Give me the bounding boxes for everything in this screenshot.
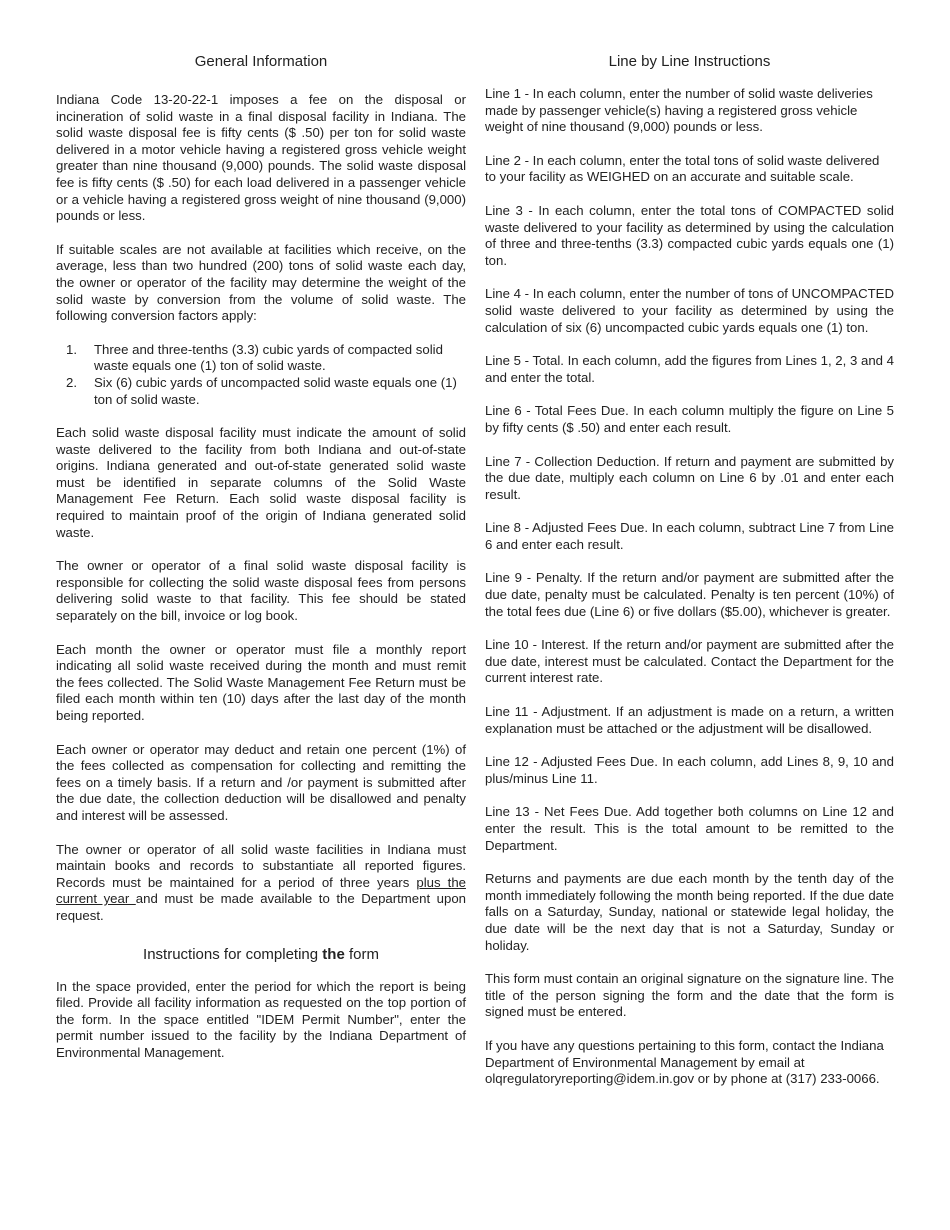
deduction-paragraph: Each owner or operator may deduct and retain one percent (1%) of the fees collected as compensation for collecting and remitting the fees on a timely basis. If a return and /or payment is submitted after the due date, the collection deduction will be disallowed and penalty and interest will be assessed. <box>56 741 466 823</box>
instructions-heading-c: form <box>344 945 379 963</box>
records-text-underlined: plus the current year <box>56 874 466 907</box>
general-information-heading: General Information <box>194 53 328 70</box>
instructions-heading-bold: the <box>322 945 345 963</box>
line-label: Line 1 <box>485 86 521 101</box>
line-text: If return and payment are submitted by the due date, multiply each column on Line 6 by .01 and enter each result. <box>485 453 894 502</box>
line-label: Line 3 <box>485 202 523 218</box>
line-instruction <box>485 704 894 737</box>
line-by-line-heading: Line by Line Instructions <box>608 53 771 70</box>
line-text: - In each column, enter the total tons of solid waste delivered to your facility as WEIGHED on an accurate and suitable scale. <box>485 152 880 185</box>
origin-paragraph: Each solid waste disposal facility must indicate the amount of solid waste delivered to the facility from both Indiana and out-of-state origins. Indiana generated and out-of-state generated solid waste must be identified in separate columns of the Solid Waste Management Fee Return. Each solid waste disposal facility is required to maintain proof of the origin of Indiana generated solid waste. <box>56 425 466 540</box>
line-text: If an adjustment is made on a return, a written explanation must be attached or the adjustment will be disallowed. <box>485 704 894 736</box>
line-instruction <box>485 754 894 787</box>
list-item <box>56 342 466 375</box>
list-item-text: Six (6) cubic yards of uncompacted solid waste equals one (1) ton of solid waste. <box>94 374 457 407</box>
line-instruction <box>485 570 894 620</box>
records-paragraph <box>56 842 466 925</box>
line-text: - In each column, enter the number of solid waste deliveries made by passenger vehicle(s) having a registered gross vehicle weight of nine thousand (9,000) pounds or less. <box>485 86 873 135</box>
list-item-number: 1. <box>66 341 77 357</box>
line-label: Line 2 <box>485 152 521 168</box>
list-item-text: Three and three-tenths (3.3) cubic yards of compacted solid waste equals one (1) ton of solid waste. <box>94 341 443 374</box>
monthly-report-paragraph: Each month the owner or operator must file a monthly report indicating all solid waste received during the month and must remit the fees collected. The Solid Waste Management Fee Return must be filed each month within ten (10) days after the last day of the month being reported. <box>56 641 466 723</box>
line-label: Line 6 - Total Fees Due. <box>485 403 629 419</box>
line-instruction <box>485 804 894 854</box>
line-label: Line 5 - Total. <box>485 353 564 369</box>
line-instruction <box>485 637 894 687</box>
instructions-heading <box>56 945 466 965</box>
line-label: Line 12 - Adjusted Fees Due. <box>485 754 658 770</box>
line-text: In each column, subtract Line 7 from Line 6 and enter each result. <box>485 520 894 552</box>
line-label: Line 11 - Adjustment. <box>485 704 612 720</box>
form-completion-paragraph: In the space provided, enter the period for which the report is being filed. Provide all facility information as requested on the top portion of the form. In the space entitled "IDEM Permit Number", enter the permit number issued to the facility by the Indiana Department of Environmental Management. <box>56 978 466 1060</box>
line-instruction <box>485 86 894 136</box>
fee-overview-paragraph: Indiana Code 13-20-22-1 imposes a fee on the disposal or incineration of solid waste in a final disposal facility in Indiana. The solid waste disposal fee is fifty cents ($ .50) per ton for solid waste delivered in a motor vehicle having a registered gross vehicle weight greater than nine thousand (9,000) pounds. The solid waste disposal fee is fifty cents ($ .50) for each load delivered in a passenger vehicle or a vehicle having a registered gross weight of nine thousand (9,000) pounds or less. <box>56 92 466 224</box>
line-label: Line 7 - Collection Deduction. <box>485 453 660 469</box>
line-text: In each column multiply the figure on Line 5 by fifty cents ($ .50) and enter each result. <box>485 403 894 435</box>
line-instruction <box>485 286 894 336</box>
line-instruction <box>485 353 894 386</box>
line-text: In each column, add Lines 8, 9, 10 and plus/minus Line 11. <box>485 754 894 786</box>
line-instruction <box>485 153 894 186</box>
line-instruction <box>485 520 894 553</box>
line-text: - In each column, enter the total tons of COMPACTED solid waste delivered to your facility as determined by using the calculation of three and three-tenths (3.3) compacted cubic yards equals one (1) ton. <box>485 202 894 268</box>
collection-responsibility-paragraph: The owner or operator of a final solid waste disposal facility is responsible for collecting the solid waste disposal fees from persons delivering solid waste to that facility. This fee should be stated separately on the bill, invoice or log book. <box>56 558 466 624</box>
list-item-number: 2. <box>66 374 77 390</box>
line-text: - In each column, enter the number of tons of UNCOMPACTED solid waste delivered to your facility as determined by using the calculation of six (6) uncompacted cubic yards equals one (1) ton. <box>485 286 894 335</box>
line-instruction <box>485 203 894 269</box>
records-text-a: The owner or operator of all solid waste facilities in Indiana must maintain books and records to substantiate all reported figures. Records must be maintained for a period of three years <box>56 841 466 890</box>
contact-paragraph: If you have any questions pertaining to this form, contact the Indiana Department of Environmental Management by email at olqregulatoryreporting@idem.in.gov or by phone at (317) 233-0066. <box>485 1037 884 1087</box>
line-label: Line 8 - Adjusted Fees Due. <box>485 520 649 536</box>
line-text: In each column, add the figures from Lines 1, 2, 3 and 4 and enter the total. <box>485 353 894 385</box>
line-label: Line 13 - Net Fees Due. <box>485 804 632 820</box>
due-date-paragraph: Returns and payments are due each month by the tenth day of the month immediately following the month being reported. If the due date falls on a Saturday, Sunday, national or statewide legal holiday, the due date will be the next day that is not a Saturday, Sunday or holiday. <box>485 871 894 953</box>
signature-paragraph: This form must contain an original signature on the signature line. The title of the person signing the form and the date that the form is signed must be entered. <box>485 971 894 1020</box>
line-label: Line 10 - Interest. <box>485 637 589 653</box>
right-column <box>485 52 894 1105</box>
scales-conversion-paragraph: If suitable scales are not available at facilities which receive, on the average, less than two hundred (200) tons of solid waste each day, the owner or operator of the facility may determine the weight of the solid waste by conversion from the volume of solid waste. The following conversion factors apply: <box>56 241 466 324</box>
line-text: If the return and/or payment are submitted after the due date, interest must be calculated. Contact the Department for the current interest rate. <box>485 637 894 686</box>
conversion-factors-list <box>56 342 466 408</box>
line-label: Line 4 <box>485 286 521 302</box>
line-text: If the return and/or payment are submitted after the due date, penalty must be calculated. Penalty is ten percent (10%) of the total fees due (Line 6) or five dollars ($5.00), whichever is greater. <box>485 570 895 619</box>
line-text: Add together both columns on Line 12 and enter the result. This is the total amount to be remitted to the Department. <box>485 804 895 853</box>
line-instruction <box>485 454 894 504</box>
line-label: Line 9 - Penalty. <box>485 570 583 586</box>
line-instruction <box>485 403 894 436</box>
records-text-b: and must be made available to the Department upon request. <box>56 891 467 923</box>
instructions-heading-a: Instructions for completing <box>143 945 323 963</box>
list-item <box>56 375 466 408</box>
left-column <box>56 52 466 1079</box>
